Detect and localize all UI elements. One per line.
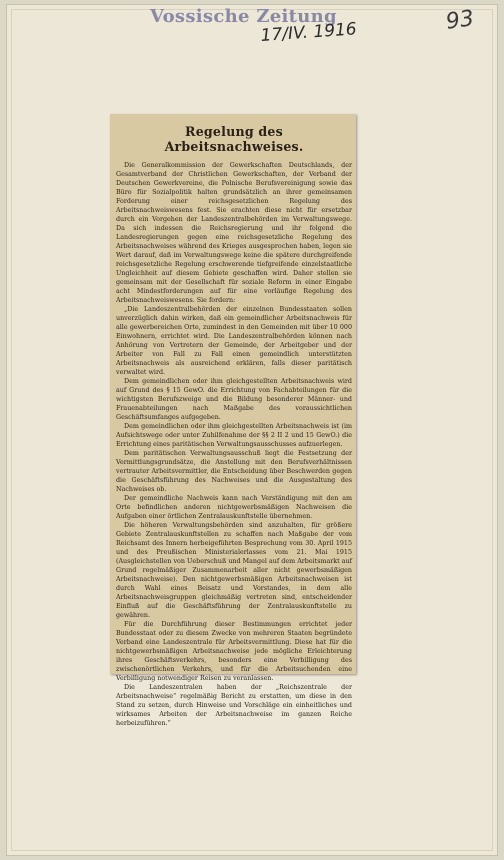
paragraph: Der gemeindliche Nachweis kann nach Verständigung mit den am Orte befindlichen anderen nichtgewerbsmäßigen Nachweisen die Aufgaben einer örtlichen Zentralauskunftstelle übernehmen.	[116, 495, 352, 520]
paragraph: Die höheren Verwaltungsbehörden sind anzuhalten, für größere Gebiete Zentralauskunftstellen zu schaffen nach Maßgabe der vom Reichsamt des Innern herbeigeführten Besprechung vom 30. April 1915 und des Preußischen Ministerialerlasses vom 21. Mai 1915 (Ausgleichstellen von Ueberschuß und Mangel auf dem Arbeitsmarkt auf Grund regelmäßiger Zusammenarbeit aller nicht gewerbsmäßigen Arbeitsnachweise). Den nichtgewerbsmäßigen Arbeitsnachweisen ist durch Wahl eines Beisatz und Vorstandes, in dem alle Arbeitsnachweisgruppen gleichmäßig vertreten sind, entscheidender Einfluß auf die Geschäftsführung der Zentralauskunftstelle zu gewähren.	[116, 522, 352, 619]
paragraph: Die Generalkommission der Gewerkschaften Deutschlands, der Gesamtverband der Christlichen Gewerkschaften, der Verband der Deutschen Gewerkvereine, die Polnische Berufsvereinigung sowie das Büro für Sozialpolitik halten grundsätzlich an ihrer gemeinsamen Forderung einer reichsgesetzlichen Regelung des Arbeitsnachweiswesens fest. Sie erachten diese nicht für ersetzbar durch ein Vorgehen der Landeszentralbehörden im Verwaltungswege. Da sich indessen die Reichsregierung und ihr folgend die Landesregierungen gegen eine reichsgesetzliche Regelung des Arbeitsnachweises während des Krieges ausgesprochen haben, legen sie Wert darauf, daß im Verwaltungswege keine die spätere durchgreifende reichsgesetzliche Regelung erschwerende tiefgreifende einzelstaatliche Ungleichheit auf diesem Gebiete geschaffen wird. Daher stellen sie gemeinsam mit der Gesellschaft für soziale Reform in einer Eingabe acht Mindestforderungen auf für eine vorläufige Regelung des Arbeitsnachweiswesens. Sie fordern:	[116, 162, 352, 304]
newspaper-stamp: Vossische Zeitung	[150, 6, 337, 27]
paragraph: „Die Landeszentralbehörden der einzelnen Bundesstaaten sollen unverzüglich dahin wirken, daß ein gemeindlicher Arbeitsnachweis für alle gewerbereichen Orte, zumindest in den Gemeinden mit über 10 000 Einwohnern, errichtet wird. Die Landeszentralbehörden können nach Anhörung von Vertretern der Gemeinde, der Arbeitgeber und der Arbeiter von Fall zu Fall einen gemeindlich unterstützten Arbeitsnachweis als ausreichend erklären, falls dieser paritätisch verwaltet wird.	[116, 306, 352, 376]
clipping-headline: Regelung des Arbeitsnachweises.	[164, 124, 304, 154]
handwritten-date: 17/IV. 1916	[260, 19, 358, 46]
newspaper-clipping	[110, 114, 356, 727]
paragraph: Dem gemeindlichen oder ihm gleichgestellten Arbeitsnachweis ist (im Aufsichtswege oder unter Zuhilfenahme der §§ 2 II 2 und 15 GewO.) die Errichtung eines paritätischen Verwaltungsausschusses aufzuerlegen.	[116, 423, 352, 448]
paragraph: Dem gemeindlichen oder ihm gleichgestellten Arbeitsnachweis wird auf Grund des § 15 GewO. die Errichtung von Fachabteilungen für die wichtigsten Berufszweige und die Bildung besonderer Männer- und Frauenabteilungen nach Maßgabe des voraussichtlichen Geschäftsumfanges aufgegeben.	[116, 378, 352, 421]
handwritten-page-number: 93	[444, 6, 476, 35]
clipping-body	[116, 161, 352, 728]
paragraph: Für die Durchführung dieser Bestimmungen errichtet jeder Bundesstaat oder zu diesem Zwecke von mehreren Staaten begründete Verband eine Landeszentrale für Arbeitsvermittlung. Diese hat für die nichtgewerbsmäßigen Arbeitsnachweise jede mögliche Erleichterung ihres Geschäftsverkehrs, besonders eine Verbilligung des zwischenörtlichen Verkehrs, und für die Arbeitsuchenden eine Verbilligung notwendiger Reisen zu veranlassen.	[116, 621, 352, 682]
paragraph: Die Landeszentralen haben der „Reichszentrale der Arbeitsnachweise“ regelmäßig Bericht zu erstatten, um diese in den Stand zu setzen, durch Hinweise und Vorschläge ein einheitliches und wirksames Arbeiten der Arbeitsnachweise im ganzen Reiche herbeizuführen.“	[116, 684, 352, 727]
paragraph: Dem paritätischen Verwaltungsausschuß liegt die Festsetzung der Vermittlungsgrundsätze, die Anstellung mit den Berufsverhältnissen vertrauter Arbeitsvermittler, die Entscheidung über Beschwerden gegen die Geschäftsführung des Nachweises und die Ausgestaltung des Nachweises ob.	[116, 450, 352, 493]
